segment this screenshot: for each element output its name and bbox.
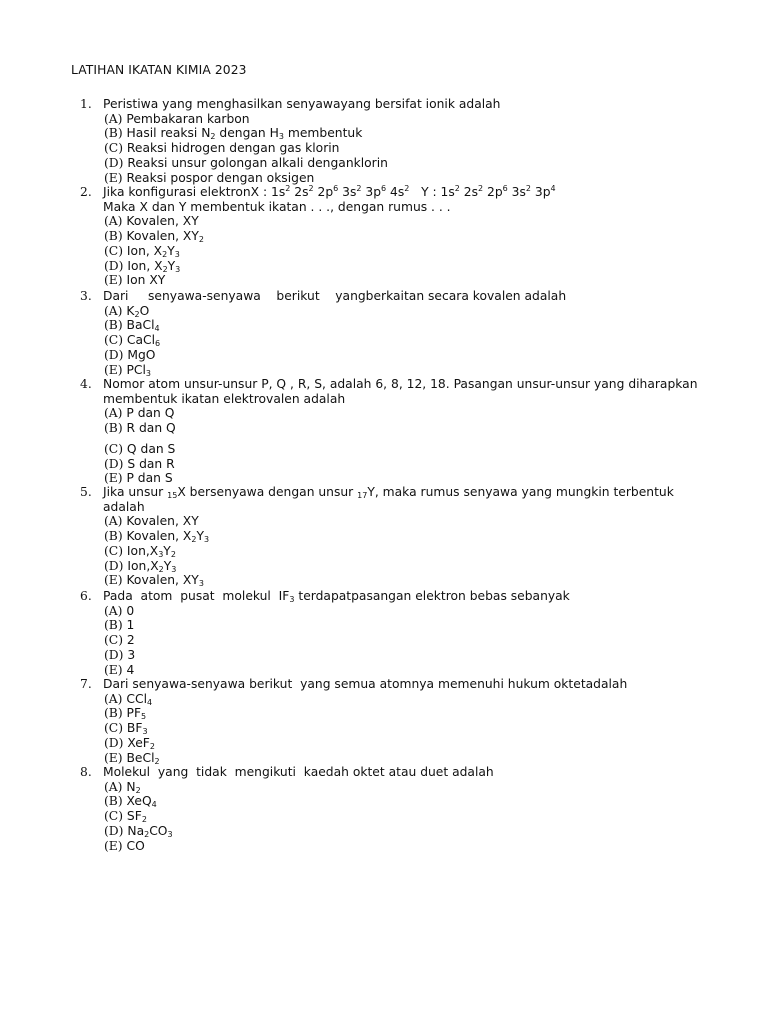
option-text: Ion, $X_2Y_3$ [127,258,181,274]
question-number: 5. [80,485,92,499]
option-label: (E) [104,750,127,765]
option-text: Kovalen, XY [126,214,199,229]
answer-option [104,156,740,171]
option-label: (D) [104,558,128,573]
option-label: (C) [104,721,127,736]
question-3 [80,289,740,377]
option-label: (D) [104,823,128,838]
option-label: (D) [104,155,128,170]
question-stem [80,765,740,780]
option-label: (C) [104,809,127,824]
question-text: Jika unsur $_{15}$X bersenyawa dengan unsur $_{17}$Y, maka rumus senyawa yang mungkin terbentuk [103,485,674,500]
option-text: Kovalen, $XY_2$ [126,229,204,245]
answer-option [104,421,740,436]
option-text: Ion XY [126,273,166,288]
answer-option [104,648,740,663]
option-label: (E) [104,170,127,185]
question-text: Jika konfigurasi elektronX : $1s^2$ $2s^2$ $2p^6$ $3s^2$ $3p^6$ $4s^2$ Y : $1s^2$ $2s^2$ $2p^6$ $3s^2$ $3p^4$ [103,184,556,199]
answer-option [104,824,740,839]
option-label: (C) [104,633,127,648]
question-number: 6. [80,589,92,603]
answer-option [104,471,740,486]
option-text: 0 [126,603,135,618]
question-stem [80,97,740,112]
option-text: MgO [127,347,156,362]
option-text: CCl$_4$ [126,691,153,707]
question-text: Nomor atom unsur-unsur P, Q , R, S, adalah 6, 8, 12, 18. Pasangan unsur-unsur yang diharapkan [103,377,698,391]
option-text: P dan Q [126,406,175,421]
answer-option [104,780,740,795]
answer-option [104,514,740,529]
option-label: (B) [104,421,127,436]
answer-option [104,363,740,378]
answer-option [104,736,740,751]
question-5 [80,485,740,588]
option-text: BaCl$_4$ [126,318,160,334]
answer-option [104,618,740,633]
question-8 [80,765,740,853]
option-text: Kovalen, $X_2Y_3$ [126,529,210,545]
option-label: (B) [104,706,127,721]
question-stem [80,677,740,692]
question-number: 2. [80,185,92,199]
option-text: Reaksi hidrogen dengan gas klorin [126,141,340,156]
option-text: P dan S [126,471,173,486]
option-label: (E) [104,573,127,588]
option-label: (A) [104,111,127,126]
option-text: 3 [127,647,136,662]
option-text: Pembakaran karbon [126,111,250,126]
option-text: XeQ$_4$ [126,794,157,810]
answer-option [104,529,740,544]
question-stem [80,289,740,304]
answer-option [104,721,740,736]
option-label: (C) [104,243,127,258]
answer-option [104,112,740,127]
answer-option [104,348,740,363]
option-text: $N_2$ [126,779,141,795]
answer-option [104,304,740,319]
option-label: (B) [104,126,127,141]
answer-option [104,214,740,229]
option-label: (E) [104,838,127,853]
option-label: (B) [104,794,127,809]
question-text-continued: adalah [103,499,145,514]
document-title: LATIHAN IKATAN KIMIA 2023 [71,63,247,77]
option-label: (D) [104,647,128,662]
option-label: (A) [104,406,127,421]
answer-option [104,559,740,574]
option-label: (C) [104,543,127,558]
option-text: 1 [126,618,135,633]
question-number: 8. [80,765,92,779]
option-text: $Ion,X_2Y_3$ [127,558,177,574]
question-text: Dari senyawa-senyawa berikut yang semua atomnya memenuhi hukum oktetadalah [103,677,628,691]
question-stem [80,589,740,604]
answer-option [104,633,740,648]
option-text: CO [126,838,145,853]
option-text: Reaksi unsur golongan alkali denganklorin [127,155,388,170]
option-text: Hasil reaksi $N_2$ dengan $H_3$ membentuk [126,126,363,142]
question-text: Peristiwa yang menghasilkan senyawayang bersifat ionik adalah [103,97,501,111]
question-text: Molekul yang tidak mengikuti kaedah oktet atau duet adalah [103,765,494,779]
answer-option [104,573,740,588]
option-text: Ion, $X_2Y_3$ [126,243,180,259]
question-6 [80,589,740,677]
question-stem [80,185,740,214]
answer-option [104,457,740,472]
question-number: 4. [80,377,92,391]
question-stem [80,485,740,514]
option-text: PCl$_3$ [126,362,151,378]
option-text: $Na_2CO_3$ [127,823,173,839]
option-text: $BF_3$ [126,721,148,737]
option-text: $PF_5$ [126,706,147,722]
answer-option [104,229,740,244]
answer-option [104,604,740,619]
option-label: (A) [104,691,127,706]
answer-option [104,544,740,559]
question-text: Pada atom pusat molekul $IF_3$ terdapatpasangan elektron bebas sebanyak [103,589,570,604]
option-label: (B) [104,529,127,544]
question-text-continued: membentuk ikatan elektrovalen adalah [103,391,346,406]
question-number: 7. [80,677,92,691]
option-text: CaCl$_6$ [126,333,161,349]
option-label: (D) [104,735,128,750]
option-text: $SF_2$ [126,809,147,825]
option-text: S dan R [127,456,175,471]
question-1 [80,97,740,185]
option-label: (E) [104,273,127,288]
option-text: Q dan S [126,441,176,456]
answer-option [104,442,740,457]
answer-option [104,406,740,421]
question-number: 3. [80,289,92,303]
question-stem [80,377,740,406]
option-text: XeF$_2$ [127,735,155,751]
option-label: (A) [104,603,127,618]
option-label: (E) [104,362,127,377]
answer-option [104,839,740,854]
question-text-continued: Maka X dan Y membentuk ikatan . . ., dengan rumus . . . [103,199,451,214]
option-label: (A) [104,514,127,529]
answer-option [104,141,740,156]
option-text: 4 [126,662,135,677]
answer-option [104,663,740,678]
option-label: (B) [104,318,127,333]
option-text: $K_2O$ [126,303,150,319]
answer-option [104,751,740,766]
answer-option [104,244,740,259]
option-text: BeCl$_2$ [126,750,160,766]
option-text: Kovalen, $XY_3$ [126,573,204,589]
answer-option [104,809,740,824]
answer-option [104,794,740,809]
option-label: (B) [104,229,127,244]
option-label: (B) [104,618,127,633]
answer-option [104,318,740,333]
option-label: (C) [104,141,127,156]
question-2 [80,185,740,288]
option-text: Reaksi pospor dengan oksigen [126,170,315,185]
option-label: (E) [104,662,127,677]
answer-option [104,171,740,186]
question-7 [80,677,740,765]
answer-option [104,126,740,141]
answer-option [104,273,740,288]
option-label: (C) [104,441,127,456]
option-label: (A) [104,214,127,229]
option-label: (D) [104,456,128,471]
question-4 [80,377,740,486]
option-text: R dan Q [126,421,176,436]
answer-option [104,692,740,707]
question-number: 1. [80,97,92,111]
option-label: (A) [104,303,127,318]
option-label: (E) [104,471,127,486]
option-text: 2 [126,633,135,648]
answer-option [104,259,740,274]
option-label: (C) [104,333,127,348]
question-text: Dari senyawa-senyawa berikut yangberkaitan secara kovalen adalah [103,289,567,303]
option-label: (D) [104,347,128,362]
option-text: Kovalen, XY [126,514,199,529]
option-label: (A) [104,779,127,794]
answer-option [104,333,740,348]
option-label: (D) [104,258,128,273]
option-text: $Ion,X_3Y_2$ [126,543,176,559]
answer-option [104,706,740,721]
